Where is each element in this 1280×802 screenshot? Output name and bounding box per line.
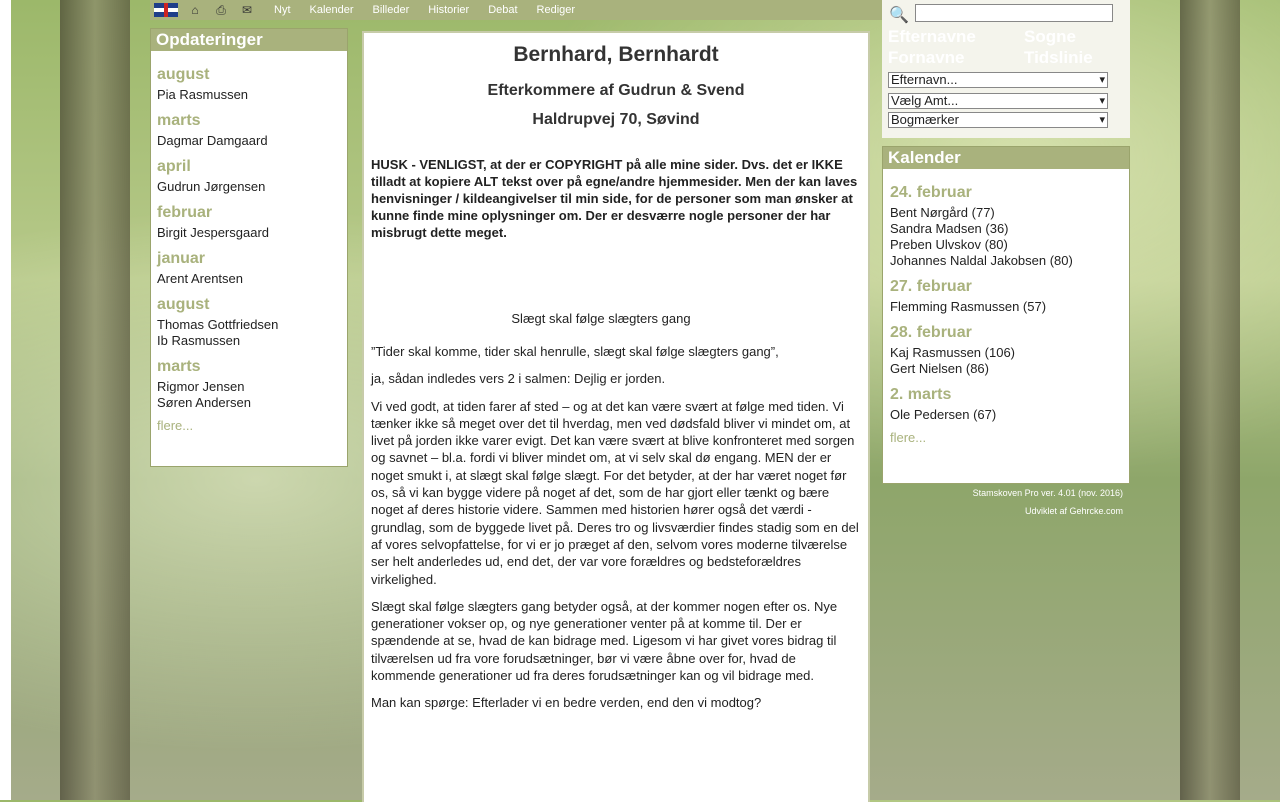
calendar-person-link[interactable]: Sandra Madsen (36) — [890, 221, 1009, 236]
nav-nyt[interactable]: Nyt — [274, 4, 291, 16]
bookmarks-select[interactable]: Bogmærker ▾ — [888, 112, 1108, 128]
calendar-person-link[interactable]: Bent Nørgård (77) — [890, 205, 995, 220]
link-tidslinie[interactable]: Tidslinie — [1024, 48, 1093, 67]
calendar-panel — [882, 146, 1130, 484]
paragraph: Man kan spørge: Efterlader vi en bedre verden, end den vi modtog? — [371, 695, 762, 711]
tree-trunk — [60, 0, 130, 800]
english-flag-icon[interactable] — [154, 3, 178, 17]
updates-more-link[interactable]: flere... — [157, 418, 194, 433]
nav-billeder[interactable]: Billeder — [372, 4, 410, 16]
calendar-date: 28. februar — [890, 324, 972, 341]
update-month: august — [157, 66, 210, 83]
update-person-link[interactable]: Birgit Jespersgaard — [157, 225, 269, 240]
calendar-date: 2. marts — [890, 386, 952, 403]
surname-select[interactable]: Efternavn... ▾ — [888, 72, 1108, 88]
nav-historier[interactable]: Historier — [428, 4, 470, 16]
paragraph: Slægt skal følge slægters gang betyder også, at der kommer nogen efter os. Nye generationer vokser op, og nye generationer venter på at komme til. Der er spændende at se, hvad de kan bidrage med. Ligesom vi har givet vores bidrag til tilværelsen ud fra vore forudsætninger, bør vi være åbne over for, hvad de kommende generationer ud fra deres forudsætninger kan og vil bidrage med. — [371, 598, 838, 684]
update-person-link[interactable]: Ib Rasmussen — [157, 333, 241, 348]
update-person-link[interactable]: Gudrun Jørgensen — [157, 179, 266, 194]
calendar-person-link[interactable]: Preben Ulvskov (80) — [890, 237, 1008, 252]
updates-panel — [150, 28, 348, 467]
top-nav — [150, 0, 882, 20]
calendar-person-link[interactable]: Gert Nielsen (86) — [890, 361, 989, 376]
update-person-link[interactable]: Thomas Gottfriedsen — [157, 317, 279, 332]
update-month: august — [157, 296, 210, 313]
update-person-link[interactable]: Søren Andersen — [157, 395, 251, 410]
left-margin — [0, 0, 11, 800]
page-subtitle: Efterkommere af Gudrun & Svend — [487, 82, 745, 99]
page-title: Bernhard, Bernhardt — [513, 43, 719, 66]
county-select[interactable]: Vælg Amt... ▾ — [888, 93, 1108, 109]
nav-debat[interactable]: Debat — [488, 4, 518, 16]
calendar-date: 24. februar — [890, 184, 972, 201]
calendar-title: Kalender — [883, 147, 1129, 169]
calendar-date: 27. februar — [890, 278, 972, 295]
search-icon[interactable]: 🔍 — [889, 7, 909, 24]
copyright-text: HUSK - VENLIGST, at der er COPYRIGHT på alle mine sider. Dvs. det er IKKE tilladt at kopiere ALT tekst over på egne/andre hjemmesider. Men der kan laves henvisninger / kildeangivelser til min side, for de personer som man ønsker at kunne finde mine oplysninger om. Der er desværre nogle personer der har misbrugt dette meget — [371, 157, 858, 240]
update-person-link[interactable]: Pia Rasmussen — [157, 87, 249, 102]
calendar-more-link[interactable]: flere... — [890, 430, 927, 445]
calendar-person-link[interactable]: Ole Pedersen (67) — [890, 407, 997, 422]
home-icon[interactable]: ⌂ — [191, 3, 199, 17]
mail-icon[interactable]: ✉ — [241, 3, 253, 17]
update-month: marts — [157, 112, 201, 129]
update-person-link[interactable]: Arent Arentsen — [157, 271, 243, 286]
update-month: april — [157, 158, 191, 175]
copyright-notice: HUSK - VENLIGST, at der er COPYRIGHT på alle mine sider. Dvs. det er IKKE tilladt at kopiere ALT tekst over på egne/andre hjemmesider. Men der kan laves henvisninger / kildeangivelser til min side, for de personer som man ønsker at kunne finde mine oplysninger om. Der er desværre nogle personer der har misbrugt dette meget. — [371, 157, 858, 240]
paragraph: Vi ved godt, at tiden farer af sted – og at det kan være svært at følge med tiden. Vi tænker ikke så meget over det til hverdag, men ved dødsfald bliver vi mindet om, at livet på jorden ikke varer evigt. Det kan være svært at blive konfronteret med sorgen og savnet – bl.a. fordi vi bliver mindet om, at vi selv skal dø engang. MEN der er noget smukt i, at slægt skal følge slægt. For det betyder, at der har været noget før os, så vi kan bygge videre på noget af det, som de har gjort eller tænkt og bære noget af deres historie videre. Sammen med historien hører også det værdi -grundlag, som de byggede livet på. Deres tro og livsværdier findes stadig som en del af vores selvopfattelse, for vi er jo præget af den, selvom vores moderne tilværelse ser helt anderledes ud, end det, der var vore forældres og bedsteforældres virkelighed. — [371, 398, 859, 587]
quick-links — [888, 26, 1093, 68]
nav-rediger[interactable]: Rediger — [536, 4, 576, 16]
calendar-person-link[interactable]: Johannes Naldal Jakobsen (80) — [890, 253, 1073, 268]
link-efternavne[interactable]: Efternavne — [888, 27, 976, 46]
update-month: februar — [157, 204, 213, 221]
update-person-link[interactable]: Dagmar Damgaard — [157, 133, 268, 148]
developer-link[interactable]: Udviklet af Gehrcke.com — [1024, 506, 1123, 516]
quote-title: Slægt skal følge slægters gang — [511, 311, 691, 326]
update-month: januar — [157, 250, 206, 267]
calendar-person-link[interactable]: Kaj Rasmussen (106) — [890, 345, 1015, 360]
paragraph: ja, sådan indledes vers 2 i salmen: Dejlig er jorden. — [371, 371, 666, 387]
tree-trunk — [1180, 0, 1240, 800]
update-person-link[interactable]: Rigmor Jensen — [157, 379, 245, 394]
update-month: marts — [157, 358, 201, 375]
page-address: Haldrupvej 70, Søvind — [532, 111, 700, 128]
updates-title: Opdateringer — [151, 29, 347, 51]
search-panel — [882, 0, 1130, 138]
main-content — [362, 31, 870, 802]
paragraph: ”Tider skal komme, tider skal henrulle, slægt skal følge slægters gang”, — [371, 344, 779, 359]
link-fornavne[interactable]: Fornavne — [888, 48, 965, 67]
print-icon[interactable]: ⎙ — [216, 2, 226, 17]
search-input[interactable] — [915, 4, 1113, 22]
calendar-person-link[interactable]: Flemming Rasmussen (57) — [890, 299, 1047, 314]
link-sogne[interactable]: Sogne — [1024, 27, 1076, 46]
version-text: Stamskoven Pro ver. 4.01 (nov. 2016) — [972, 488, 1123, 498]
nav-kalender[interactable]: Kalender — [309, 4, 354, 16]
